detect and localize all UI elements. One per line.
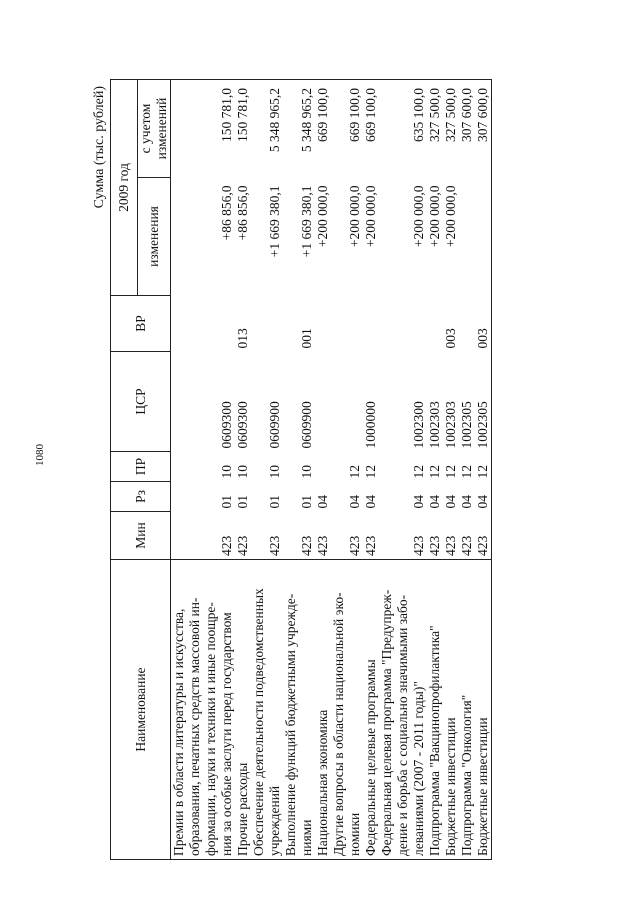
table-row (315, 80, 331, 860)
cell-name (475, 560, 492, 860)
page-number: 1080 (34, 444, 46, 466)
table-row (235, 80, 251, 860)
cell-rz: 01 (219, 495, 234, 509)
cell-pr: 12 (459, 465, 474, 479)
cell-rz: 04 (315, 495, 330, 509)
table-row (363, 80, 379, 860)
cell-name-line: учреждений (267, 785, 282, 856)
cell-min: 423 (443, 535, 458, 556)
table-row (459, 80, 475, 860)
cell-name (363, 560, 379, 860)
cell-pr: 10 (219, 465, 234, 479)
cell-name (443, 560, 459, 860)
cell-total: 307 600,0 (475, 80, 492, 178)
cell-name-line: Подпрограмма "Онкология" (459, 694, 474, 856)
cell-name-line: Федеральная целевая программа "Предупреж- (379, 589, 394, 856)
cell-vr: 001 (299, 328, 314, 349)
cell-name-line: Бюджетные инвестиции (443, 717, 458, 856)
cell-name-line: Другие вопросы в области национальной эко- (331, 592, 346, 856)
cell-name-line: Подпрограмма "Вакцинопрофилактика" (427, 625, 442, 856)
cell-pr: 10 (235, 465, 250, 479)
cell-pr: 12 (411, 465, 426, 479)
cell-total: 327 500,0 (427, 80, 443, 178)
header-name: Наименование (111, 560, 171, 860)
cell-csr: 1002303 (427, 401, 442, 449)
cell-rz: 04 (363, 495, 378, 509)
cell-changes: +200 000,0 (411, 185, 426, 248)
cell-min: 423 (299, 535, 314, 556)
cell-csr: 1002303 (443, 401, 458, 449)
header-with-changes-line2: изменений (154, 97, 169, 160)
budget-table (110, 79, 492, 860)
cell-name (331, 560, 363, 860)
cell-rz: 01 (299, 495, 314, 509)
header-changes: изменения (138, 178, 171, 296)
cell-rz: 04 (459, 495, 474, 509)
rotated-table-container (90, 80, 570, 860)
cell-pr: 12 (363, 465, 378, 479)
cell-changes: +200 000,0 (443, 185, 458, 248)
cell-pr: 10 (299, 465, 314, 479)
cell-total: 669 100,0 (363, 80, 379, 178)
cell-vr (331, 296, 363, 352)
cell-name-line: образования, печатных средств массовой ин- (187, 597, 202, 856)
cell-rz: 04 (347, 495, 362, 509)
cell-changes (475, 178, 492, 296)
cell-changes: +86 856,0 (219, 185, 234, 241)
cell-csr: 0609900 (299, 401, 314, 449)
cell-pr (315, 452, 331, 482)
cell-pr: 12 (475, 452, 492, 482)
cell-min: 423 (347, 535, 362, 556)
cell-name (315, 560, 331, 860)
header-pr: ПР (111, 452, 171, 482)
cell-total: 307 600,0 (459, 80, 475, 178)
cell-min: 423 (427, 535, 442, 556)
cell-changes: +200 000,0 (347, 185, 362, 248)
cell-min: 423 (219, 535, 234, 556)
cell-total: 327 500,0 (443, 80, 459, 178)
cell-min: 423 (235, 535, 250, 556)
cell-rz: 04 (427, 495, 442, 509)
cell-name (171, 560, 236, 860)
cell-vr (315, 296, 331, 352)
table-body (171, 80, 492, 860)
cell-total: 669 100,0 (331, 80, 363, 178)
cell-csr (315, 352, 331, 452)
header-vr: ВР (111, 296, 171, 352)
cell-name-line: леваниями (2007 - 2011 годы)" (411, 681, 426, 856)
cell-changes: +200 000,0 (363, 185, 378, 248)
cell-name (427, 560, 443, 860)
cell-vr (171, 296, 236, 352)
cell-pr: 12 (427, 465, 442, 479)
cell-vr (251, 296, 283, 352)
header-with-changes-line1: с учетом (138, 103, 153, 154)
cell-name (459, 560, 475, 860)
cell-min: 423 (459, 535, 474, 556)
header-min: Мин (111, 512, 171, 560)
cell-min: 423 (363, 535, 378, 556)
cell-pr: 12 (443, 465, 458, 479)
cell-vr (427, 296, 443, 352)
cell-csr: 0609300 (219, 401, 234, 449)
cell-name-line: Выполнение функций бюджетными учрежде- (283, 593, 298, 856)
cell-name-line: ниями (299, 819, 314, 856)
header-rz: Рз (111, 482, 171, 512)
table-row (331, 80, 363, 860)
cell-name (235, 560, 251, 860)
table-row (427, 80, 443, 860)
cell-name-line: Бюджетные инвестиции (475, 717, 490, 856)
table-row (379, 80, 427, 860)
cell-csr (331, 352, 363, 452)
cell-csr: 0609300 (235, 401, 250, 449)
cell-total: 150 781,0 (171, 80, 236, 178)
cell-rz: 04 (443, 495, 458, 509)
cell-total: 5 348 965,2 (251, 80, 283, 178)
cell-name-line: Прочие расходы (235, 762, 250, 856)
cell-name-line: дение и борьба с социально значимыми забо- (395, 594, 410, 856)
cell-vr: 003 (475, 296, 492, 352)
header-with-changes (138, 80, 171, 178)
cell-min: 423 (411, 535, 426, 556)
cell-vr (379, 296, 427, 352)
cell-pr: 12 (347, 465, 362, 479)
cell-csr: 1002300 (411, 401, 426, 449)
cell-name (379, 560, 427, 860)
cell-total: 5 348 965,2 (283, 80, 315, 178)
cell-name-line: номики (347, 812, 362, 856)
cell-name-line: Премии в области литературы и искусства, (171, 608, 186, 856)
cell-name-line: Обеспечение деятельности подведомственных (251, 588, 266, 856)
table-row (171, 80, 236, 860)
table-caption: Сумма (тыс. рублей) (92, 86, 107, 209)
cell-changes (459, 178, 475, 296)
header-year: 2009 год (111, 80, 138, 296)
cell-changes: +1 669 380,1 (267, 185, 282, 258)
cell-vr (363, 296, 379, 352)
cell-total: 150 781,0 (235, 80, 251, 178)
table-row (283, 80, 315, 860)
cell-rz: 01 (267, 495, 282, 509)
cell-changes: +1 669 380,1 (299, 185, 314, 258)
cell-rz: 04 (411, 495, 426, 509)
cell-rz: 04 (475, 482, 492, 512)
cell-vr (459, 296, 475, 352)
cell-total: 669 100,0 (315, 80, 331, 178)
cell-name-line: ния за особые заслуги перед государством (219, 612, 234, 856)
cell-csr: 0609900 (267, 401, 282, 449)
header-csr: ЦСР (111, 352, 171, 452)
cell-vr: 003 (443, 328, 458, 349)
table-row (251, 80, 283, 860)
cell-pr: 10 (267, 465, 282, 479)
cell-total: 635 100,0 (379, 80, 427, 178)
cell-name-line: формации, науки и техники и иные поощре- (203, 602, 218, 856)
cell-rz: 01 (235, 495, 250, 509)
cell-name-line: Федеральные целевые программы (363, 659, 378, 856)
cell-vr: 013 (235, 328, 250, 349)
cell-csr: 1002305 (475, 352, 492, 452)
cell-changes: +200 000,0 (427, 185, 442, 248)
cell-changes: +200 000,0 (315, 185, 330, 248)
cell-changes: +86 856,0 (235, 185, 250, 241)
table-row (475, 80, 492, 860)
cell-min: 423 (267, 535, 282, 556)
cell-name (283, 560, 315, 860)
cell-csr: 1000000 (363, 401, 378, 449)
cell-csr: 1002305 (459, 401, 474, 449)
cell-min: 423 (315, 535, 330, 556)
cell-name-line: Национальная экономика (315, 709, 330, 856)
table-row (443, 80, 459, 860)
cell-min: 423 (475, 512, 492, 560)
cell-name (251, 560, 283, 860)
